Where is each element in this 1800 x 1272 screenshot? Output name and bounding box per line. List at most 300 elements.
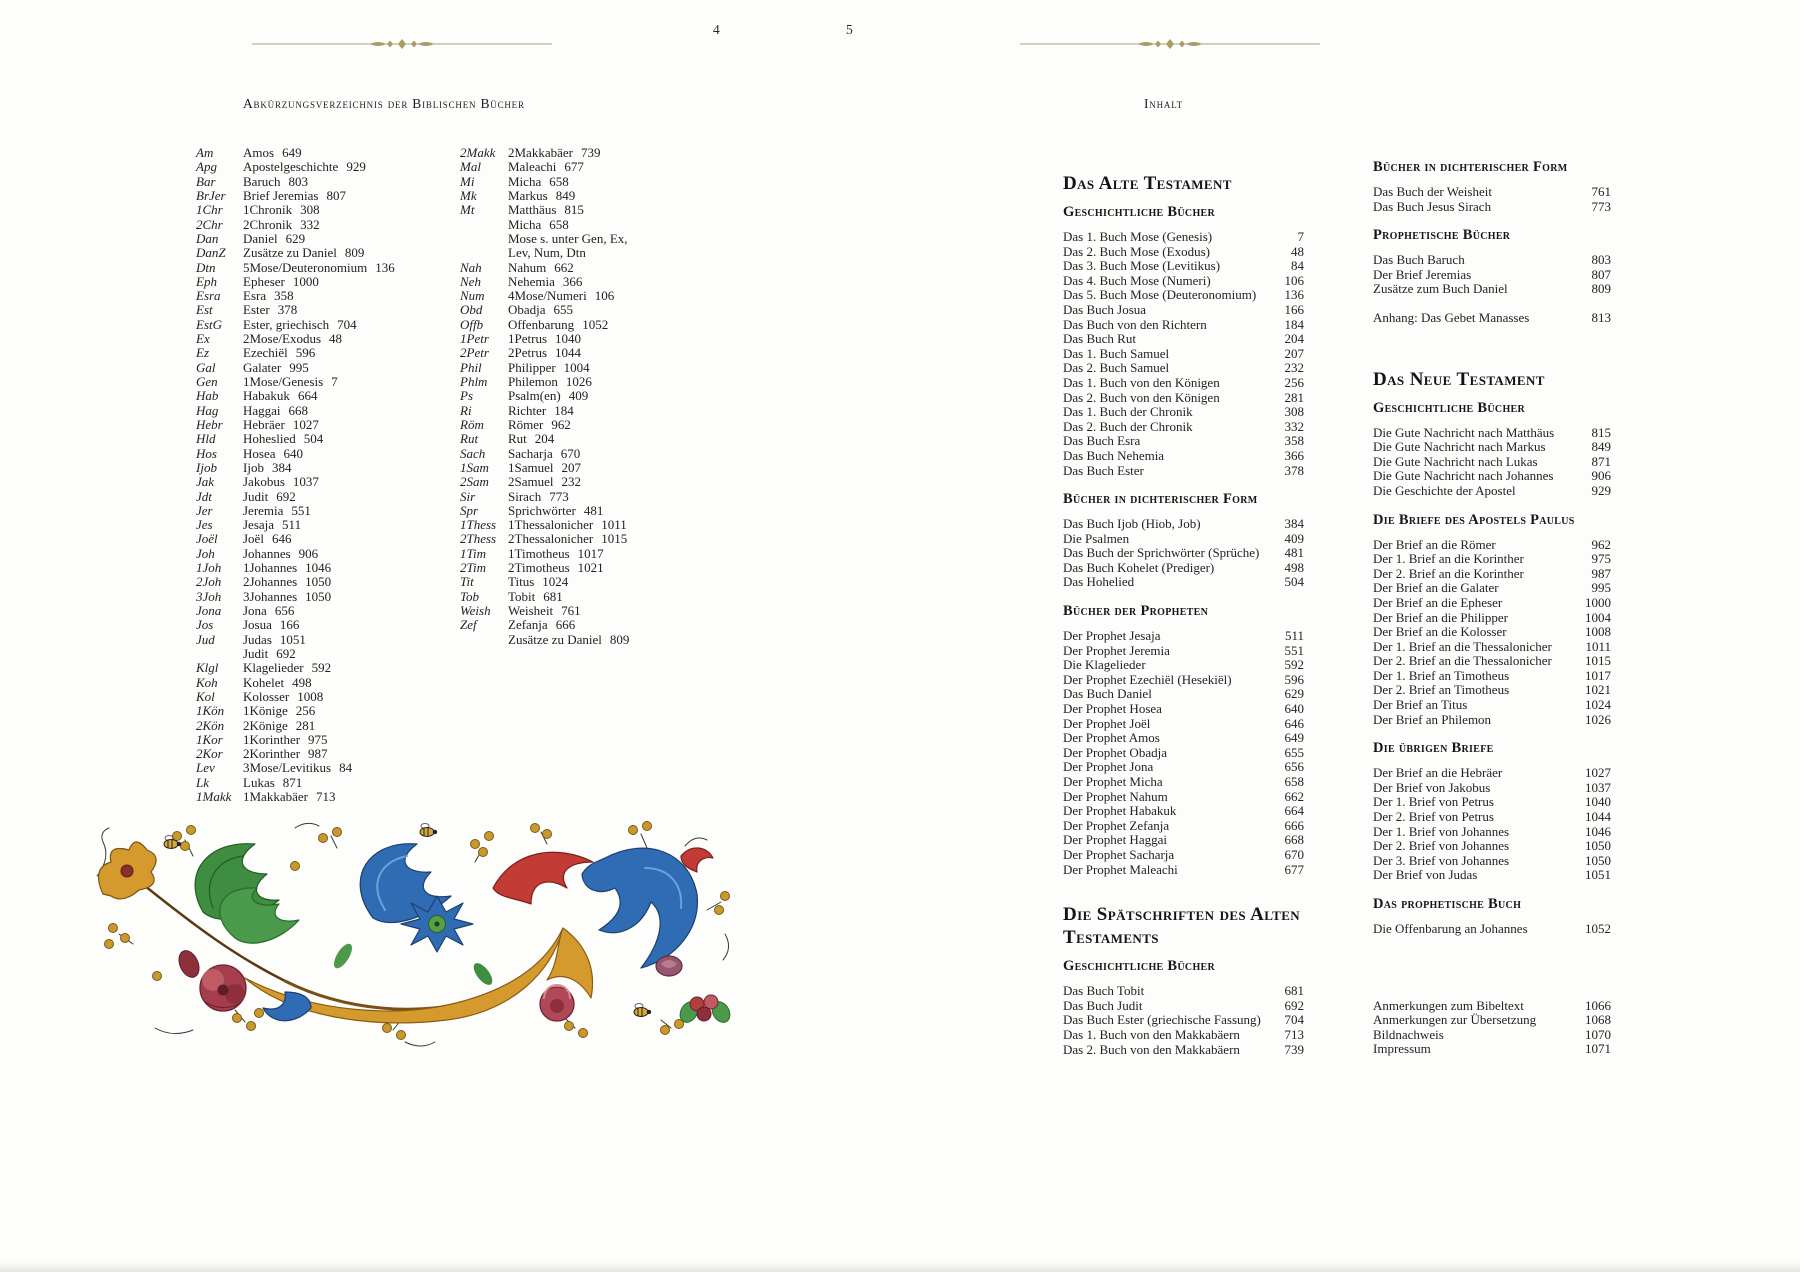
toc-row	[1373, 896, 1611, 913]
book-page-ref: 1044	[555, 345, 581, 361]
book-name: Galater	[243, 359, 282, 375]
abbreviation-row	[196, 261, 395, 275]
toc-row	[1373, 1028, 1611, 1043]
book-abbreviation: 1Thess	[460, 517, 497, 533]
toc-entry-page-number: 1050	[1585, 852, 1611, 868]
abbreviation-row	[196, 690, 395, 704]
toc-entry-label: Der Prophet Habakuk	[1063, 803, 1177, 819]
toc-entry-page-number: 664	[1284, 803, 1304, 819]
book-abbreviation: Hld	[196, 431, 216, 447]
book-name: Titus	[508, 574, 535, 590]
book-name: 5Mose/Deuteronomium	[243, 259, 368, 275]
book-page-ref: 84	[339, 760, 353, 776]
abbreviation-row	[196, 389, 395, 403]
toc-entry-label: Anhang: Das Gebet Manasses	[1373, 309, 1530, 325]
book-page-ref: 136	[375, 259, 395, 275]
toc-entry-label: Die Offenbarung an Johannes	[1373, 921, 1528, 936]
toc-row	[1373, 868, 1611, 883]
toc-entry-label: Das Buch der Sprichwörter (Sprüche)	[1063, 545, 1260, 561]
abbreviation-row	[196, 590, 395, 604]
abbreviation-row	[196, 418, 395, 432]
book-page-ref: 48	[329, 331, 342, 347]
book-abbreviation: Apg	[196, 159, 217, 175]
abbreviation-row	[460, 561, 636, 575]
book-page-ref: 929	[346, 159, 366, 175]
toc-entry-page-number: 409	[1284, 530, 1304, 546]
toc-entry-label: Die Briefe des Apostels Paulus	[1373, 511, 1575, 528]
toc-row	[1063, 603, 1304, 620]
toc-entry-label: Geschichtliche Bücher	[1063, 204, 1216, 220]
book-name: Lukas	[243, 774, 275, 790]
page-number-right: 5	[846, 22, 853, 37]
book-page-ref: 656	[274, 603, 295, 618]
toc-entry-page-number: 629	[1284, 686, 1304, 702]
book-abbreviation: Est	[196, 302, 213, 318]
toc-row	[1063, 376, 1304, 391]
toc-row	[1063, 702, 1304, 717]
book-page-ref: 1050	[305, 588, 332, 604]
toc-entry-label: Anmerkungen zum Bibeltext	[1373, 997, 1524, 1013]
book-name: 1Petrus	[508, 331, 547, 347]
contents-title: Inhalt	[1144, 96, 1183, 111]
book-abbreviation: Ex	[196, 331, 210, 347]
toc-entry-label: Das Neue Testament	[1373, 368, 1545, 390]
book-page-ref: 713	[315, 789, 336, 805]
toc-row	[1063, 347, 1304, 362]
book-page-ref: 358	[274, 288, 294, 304]
abbreviation-row	[460, 618, 636, 632]
toc-entry-page-number: 1046	[1585, 823, 1611, 839]
abbreviation-row	[460, 289, 636, 303]
toc-row	[1373, 625, 1611, 640]
toc-row	[1063, 405, 1304, 420]
toc-entry-label: Die Geschichte der Apostel	[1373, 482, 1516, 498]
book-name: Zusätze zu Daniel	[508, 631, 602, 647]
toc-entry-label: Das Buch Josua	[1063, 301, 1147, 317]
toc-entry-label: Der Brief an die Römer	[1373, 536, 1496, 552]
book-page-ref: 256	[295, 703, 316, 719]
book-name: 1Timotheus	[508, 545, 570, 561]
toc-entry-label: Der Brief an die Philipper	[1373, 609, 1509, 625]
book-name: 4Mose/Numeri	[508, 288, 587, 304]
toc-row	[1373, 922, 1611, 937]
toc-entry-label: Geschichtliche Bücher	[1063, 958, 1216, 975]
toc-row	[1063, 303, 1304, 318]
book-page-ref: 308	[300, 202, 320, 218]
abbreviation-row	[196, 647, 395, 661]
toc-entry-label: Der Prophet Micha	[1063, 774, 1163, 789]
book-name: Haggai	[243, 402, 281, 418]
book-page-ref: 987	[308, 746, 328, 762]
book-page-ref: 1051	[279, 631, 306, 647]
toc-entry-page-number: 813	[1591, 309, 1611, 325]
toc-entry-label: Der Prophet Joël	[1063, 715, 1151, 731]
book-abbreviation: 1Kön	[196, 703, 225, 719]
book-abbreviation: Hag	[196, 402, 219, 418]
toc-row	[1063, 575, 1304, 590]
toc-row	[1063, 259, 1304, 274]
toc-row	[1373, 795, 1611, 810]
book-name: Ezechiël	[243, 345, 288, 361]
book-page-ref: 849	[555, 187, 576, 203]
toc-entry-page-number: 166	[1284, 301, 1304, 317]
book-abbreviation: EstG	[196, 316, 222, 332]
book-page-ref: 1015	[601, 531, 628, 547]
book-page-ref: 1008	[297, 688, 324, 704]
abbreviation-row	[460, 303, 636, 317]
book-page-ref: 481	[583, 502, 604, 518]
book-abbreviation: 1Joh	[196, 560, 222, 576]
toc-entry-label: Prophetische Bücher	[1373, 227, 1511, 244]
toc-entry-page-number: 1037	[1585, 779, 1611, 795]
toc-entry-page-number: 692	[1284, 997, 1304, 1013]
book-abbreviation: Ijob	[196, 459, 217, 475]
toc-row	[1063, 1028, 1304, 1043]
book-page-ref: 204	[534, 431, 555, 447]
toc-entry-label: Der 1. Brief von Petrus	[1373, 794, 1494, 810]
book-name: Judas	[243, 631, 272, 647]
toc-entry-page-number: 511	[1284, 628, 1304, 644]
book-name: Rut	[508, 431, 527, 447]
book-name: Ester, griechisch	[243, 316, 330, 332]
book-page-ref: 378	[277, 302, 298, 318]
toc-row	[1373, 596, 1611, 611]
book-abbreviation: Ez	[196, 345, 209, 361]
abbreviation-row	[196, 618, 395, 632]
book-abbreviation: Jes	[196, 517, 213, 533]
toc-entry-page-number: 1004	[1585, 609, 1611, 625]
book-page-ref: 704	[337, 316, 357, 332]
toc-entry-label: Das 1. Buch von den Königen	[1063, 374, 1220, 390]
book-abbreviation: Mk	[460, 187, 477, 203]
book-page-ref: 995	[289, 359, 309, 375]
book-abbreviation: 3Joh	[196, 588, 222, 604]
toc-row	[1373, 839, 1611, 854]
book-abbreviation	[460, 218, 508, 232]
book-page-ref: 649	[282, 145, 302, 160]
abbreviation-row	[196, 346, 395, 360]
toc-entry-label: Der 1. Brief an die Korinther	[1373, 551, 1524, 567]
book-abbreviation: Offb	[460, 316, 484, 332]
book-page-ref: 498	[292, 674, 312, 690]
toc-row	[1063, 434, 1304, 449]
abbreviation-row	[196, 719, 395, 733]
toc-entry-page-number: 596	[1284, 671, 1304, 687]
book-abbreviation: DanZ	[196, 245, 226, 261]
book-abbreviation: Jos	[196, 617, 214, 633]
toc-row	[1373, 440, 1611, 455]
toc-entry-label: Der Prophet Nahum	[1063, 788, 1168, 804]
toc-entry-label: Der Prophet Sacharja	[1063, 846, 1175, 862]
toc-entry-label: Der Prophet Hosea	[1063, 701, 1162, 717]
abbreviation-row	[460, 461, 636, 475]
book-name: Jeremia	[243, 502, 284, 518]
toc-entry-label: Die Gute Nachricht nach Matthäus	[1373, 424, 1555, 440]
book-name: 2Petrus	[508, 345, 547, 361]
toc-entry-page-number: 677	[1284, 861, 1304, 877]
toc-row	[1063, 731, 1304, 746]
toc-row	[1373, 567, 1611, 582]
toc-entry-page-number: 655	[1284, 744, 1304, 760]
toc-entry-label: Die Gute Nachricht nach Johannes	[1373, 468, 1554, 484]
illuminated-floral-ornament	[85, 816, 735, 1054]
toc-entry-label: Die übrigen Briefe	[1373, 740, 1494, 757]
toc-entry-label: Das 1. Buch von den Makkabäern	[1063, 1026, 1240, 1042]
toc-entry-label: Das Buch Rut	[1063, 331, 1136, 347]
toc-entry-label: Das Buch Esra	[1063, 433, 1141, 449]
abbreviation-column-2	[460, 146, 636, 647]
toc-entry-page-number: 929	[1591, 482, 1611, 498]
book-abbreviation: Dan	[196, 230, 219, 246]
book-page-ref: 106	[594, 288, 615, 304]
book-abbreviation: Eph	[196, 273, 217, 289]
book-name: Markus	[508, 187, 548, 203]
book-name: Micha	[508, 216, 542, 232]
toc-row	[1063, 903, 1304, 949]
book-abbreviation	[460, 246, 508, 260]
book-abbreviation	[460, 633, 508, 647]
abbreviation-row	[196, 203, 395, 217]
toc-row	[1063, 999, 1304, 1014]
book-name: 1Mose/Genesis	[243, 374, 324, 389]
book-abbreviation: 2Kön	[196, 717, 225, 733]
book-name: Maleachi	[508, 159, 557, 175]
abbreviation-row	[196, 246, 395, 260]
book-page-ref: 1027	[292, 416, 319, 432]
abbreviation-row	[196, 461, 395, 475]
book-page-ref: 511	[282, 517, 302, 533]
book-name: Epheser	[243, 273, 285, 289]
toc-entry-label: Der Brief von Judas	[1373, 867, 1478, 883]
book-name: 1Johannes	[243, 560, 298, 576]
toc-entry-page-number: 256	[1284, 374, 1304, 390]
toc-entry-page-number: 975	[1591, 551, 1611, 567]
toc-row	[1373, 552, 1611, 567]
toc-entry-label: Die Klagelieder	[1063, 657, 1146, 673]
toc-row	[1063, 361, 1304, 376]
toc-entry-page-number: 1044	[1585, 809, 1611, 825]
book-name: Apostelgeschichte	[243, 159, 339, 175]
toc-entry-label: Der Prophet Amos	[1063, 730, 1160, 746]
toc-row	[1373, 611, 1611, 626]
book-name: 1Chronik	[243, 202, 293, 218]
toc-row	[1063, 491, 1304, 508]
toc-row	[1063, 717, 1304, 732]
toc-entry-page-number: 849	[1591, 439, 1611, 455]
book-name: Kohelet	[243, 674, 285, 690]
book-page-ref: 551	[291, 502, 311, 518]
book-abbreviation: 1Makk	[196, 789, 232, 805]
toc-entry-label: Das 1. Buch Mose (Genesis)	[1063, 229, 1213, 244]
abbreviation-row	[460, 604, 636, 618]
abbreviation-row	[196, 160, 395, 174]
abbreviation-row	[196, 432, 395, 446]
toc-entry-label: Der 2. Brief an die Thessalonicher	[1373, 653, 1552, 669]
book-abbreviation: Obd	[460, 302, 483, 318]
toc-entry-label: Der Prophet Haggai	[1063, 832, 1167, 848]
abbreviation-row	[196, 318, 395, 332]
book-page-ref: 384	[271, 459, 292, 475]
book-abbreviation: 1Petr	[460, 331, 489, 347]
abbreviation-row	[196, 375, 395, 389]
toc-entry-label: Das 2. Buch Mose (Exodus)	[1063, 243, 1210, 259]
book-name: Hoheslied	[243, 431, 296, 447]
toc-entry-page-number: 1027	[1585, 765, 1611, 781]
page-bottom-edge-shadow	[0, 1262, 1800, 1272]
book-abbreviation: 1Chr	[196, 202, 223, 218]
abbreviation-row	[460, 532, 636, 546]
book-page-ref: 1037	[292, 474, 319, 490]
abbreviation-row	[196, 218, 395, 232]
toc-row	[1373, 200, 1611, 215]
toc-entry-page-number: 704	[1284, 1012, 1304, 1028]
book-name: 1Thessalonicher	[508, 517, 594, 533]
toc-entry-page-number: 1052	[1585, 921, 1611, 936]
book-abbreviation: Mal	[460, 159, 481, 175]
toc-entry-page-number: 48	[1291, 243, 1304, 259]
book-page-ref: 1011	[601, 517, 627, 533]
abbreviation-row	[460, 447, 636, 461]
book-name: Tobit	[508, 588, 536, 604]
toc-entry-page-number: 962	[1591, 536, 1611, 552]
toc-entry-label: Die Spätschriften des Alten Testaments	[1063, 904, 1301, 949]
toc-entry-page-number: 1000	[1585, 594, 1611, 610]
abbreviation-row	[460, 346, 636, 360]
toc-entry-label: Das Buch Daniel	[1063, 686, 1152, 702]
toc-entry-page-number: 332	[1284, 418, 1304, 434]
toc-entry-page-number: 713	[1284, 1026, 1304, 1042]
abbreviation-row	[196, 661, 395, 675]
book-name: Nehemia	[508, 273, 555, 289]
toc-row	[1373, 1042, 1611, 1057]
abbreviation-row	[196, 490, 395, 504]
toc-row	[1373, 268, 1611, 283]
toc-row	[1063, 172, 1304, 195]
toc-entry-label: Der 1. Brief an Timotheus	[1373, 667, 1510, 683]
abbreviation-row	[460, 175, 636, 189]
toc-entry-page-number: 1011	[1585, 638, 1611, 654]
toc-entry-label: Der 1. Brief von Johannes	[1373, 823, 1510, 839]
book-page-ref: 281	[295, 717, 316, 733]
abbreviation-row	[460, 575, 636, 589]
book-abbreviation: Phil	[460, 359, 482, 375]
toc-row	[1373, 766, 1611, 781]
toc-row	[1063, 658, 1304, 673]
book-abbreviation: Mt	[460, 202, 475, 218]
toc-entry-page-number: 366	[1284, 447, 1304, 463]
book-name: Nahum	[508, 259, 547, 275]
book-abbreviation: Nah	[460, 259, 482, 275]
abbreviation-row	[460, 189, 636, 203]
toc-entry-page-number: 1040	[1585, 794, 1611, 810]
toc-row	[1063, 687, 1304, 702]
toc-row	[1063, 274, 1304, 289]
book-page-ref: 906	[298, 545, 319, 561]
book-name: Jesaja	[243, 517, 275, 533]
book-name: Habakuk	[243, 388, 290, 404]
toc-entry-page-number: 739	[1284, 1041, 1304, 1057]
abbreviation-row	[460, 261, 636, 275]
toc-entry-page-number: 204	[1284, 331, 1304, 347]
toc-row	[1063, 629, 1304, 644]
toc-row	[1373, 469, 1611, 484]
book-name: 2Könige	[243, 717, 288, 733]
book-page-ref: 692	[276, 488, 296, 504]
toc-row	[1373, 640, 1611, 655]
toc-entry-page-number: 207	[1284, 345, 1304, 361]
toc-row	[1373, 311, 1611, 326]
book-page-ref: 658	[549, 216, 569, 232]
book-page-ref: 658	[549, 173, 569, 189]
toc-entry-label: Die Psalmen	[1063, 530, 1130, 546]
abbreviation-row	[460, 218, 636, 232]
toc-row	[1063, 517, 1304, 532]
abbreviation-row	[196, 575, 395, 589]
toc-entry-label: Der Brief von Jakobus	[1373, 779, 1491, 795]
toc-entry-label: Das Hohelied	[1063, 574, 1135, 590]
book-abbreviation: Gal	[196, 359, 216, 375]
book-name: Micha	[508, 173, 542, 189]
book-abbreviation: Phlm	[460, 374, 488, 389]
toc-entry-label: Das 2. Buch von den Königen	[1063, 389, 1220, 405]
book-abbreviation: Bar	[196, 173, 216, 189]
book-page-ref: 1004	[563, 359, 590, 375]
toc-entry-page-number: 658	[1284, 774, 1304, 789]
toc-row	[1373, 810, 1611, 825]
abbreviation-row	[196, 275, 395, 289]
book-page-ref: 366	[562, 273, 583, 289]
book-abbreviation: Esra	[196, 288, 221, 304]
toc-entry-page-number: 592	[1284, 657, 1304, 673]
book-page-ref: 692	[276, 645, 296, 661]
book-page-ref: 739	[580, 145, 601, 160]
abbreviation-row	[196, 704, 395, 718]
book-page-ref: 655	[553, 302, 574, 318]
toc-entry-page-number: 1071	[1585, 1041, 1611, 1057]
book-page-ref: 670	[560, 445, 581, 461]
book-abbreviation: Joël	[196, 531, 218, 547]
book-abbreviation: 2Thess	[460, 531, 497, 547]
toc-entry-page-number: 498	[1284, 559, 1304, 575]
abbreviation-row	[196, 475, 395, 489]
toc-entry-label: Der Brief an die Galater	[1373, 580, 1499, 596]
toc-entry-page-number: 807	[1591, 266, 1611, 282]
abbreviation-row	[460, 590, 636, 604]
toc-entry-label: Das Buch Ester (griechische Fassung)	[1063, 1012, 1261, 1028]
book-page-ref: 807	[326, 187, 346, 203]
toc-entry-page-number: 1026	[1585, 711, 1611, 727]
book-abbreviation: Sach	[460, 445, 486, 461]
abbreviation-row	[196, 175, 395, 189]
book-abbreviation: Hab	[196, 388, 219, 404]
abbreviation-row	[196, 404, 395, 418]
toc-entry-label: Das prophetische Buch	[1373, 896, 1522, 912]
book-name: Jona	[243, 603, 267, 618]
book-abbreviation: 2Makk	[460, 145, 496, 160]
book-name: 2Thessalonicher	[508, 531, 594, 547]
toc-row	[1063, 561, 1304, 576]
abbreviation-row	[460, 404, 636, 418]
toc-row	[1373, 282, 1611, 297]
toc-row	[1063, 848, 1304, 863]
toc-entry-label: Das Buch Ester	[1063, 462, 1144, 478]
toc-row	[1063, 420, 1304, 435]
book-abbreviation: Lk	[196, 774, 209, 790]
abbreviation-row	[196, 532, 395, 546]
page-number-left: 4	[713, 22, 720, 37]
book-page-ref: 1000	[292, 273, 319, 289]
book-name: Daniel	[243, 230, 278, 246]
